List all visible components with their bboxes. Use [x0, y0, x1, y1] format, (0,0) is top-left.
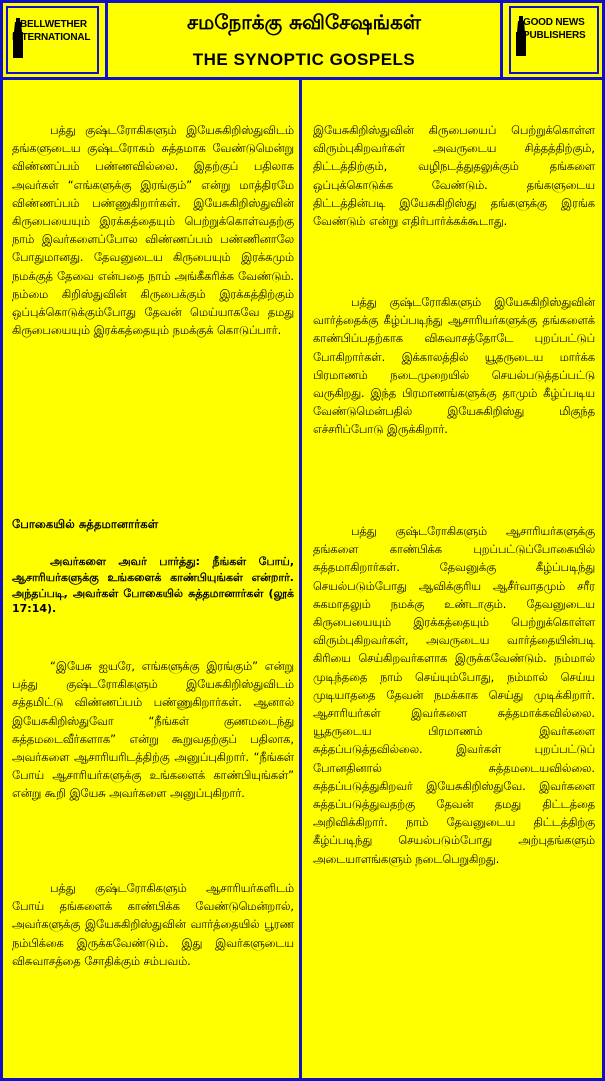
- right-logo-line1: GOOD NEWS: [523, 17, 585, 28]
- paragraph: பத்து குஷ்டரோகிகளும் ஆசாரியர்களுக்கு தங்களை காண்பிக்க புறப்பட்டுப்போகையில் சுத்தமாகிறார்கள். தேவனுக்கு கீழ்ப்படிந்து செயல்படும்போது ஆவிக்குரிய ஆசீர்வாதமும் சரீர சுகமாதலும் நமக்கு உண்டாகும். தேவனுடைய கிருபையையும் இரக்கத்தையும் பெற்றுக்கொள்ள விரும்புகிறவர்கள், அவருடைய வார்த்தையின்படி கிரியை செய்கிறவர்களாக இருக்கவேண்டும். நம்மால் முடிந்ததை நாம் செய்யும்போது, நம்மால் செய்ய முடியாததை தேவன் நமக்காக செய்து முடிக்கிறார். ஆசாரியர்கள் இவர்களை சுத்தமாக்கவில்லை. யூதருடைய பிரமாணம் இவர்களை சுத்தப்படுத்தவில்லை. இவர்கள் புறப்பட்டுப் போனதினால் சுத்தமடையவில்லை. சுத்தப்படுத்துகிறவர் இயேசுகிறிஸ்துவே. இவர்களை சுத்தப்படுத்துவதற்கு தேவன் தமது திட்டத்தை அறிவிக்கிறார். நாம் தேவனுடைய திட்டத்திற்கு கீழ்ப்படிந்து செயல்படும்போது அற்புதங்களும் அடையாளங்களும் நடைபெறுகிறது.: [313, 525, 595, 866]
- good-news-logo: [500, 0, 605, 80]
- bellwether-logo: [0, 0, 108, 80]
- section-heading: போகையில் சுத்தமானார்கள்: [12, 517, 159, 531]
- page-title-english: THE SYNOPTIC GOSPELS: [192, 50, 416, 69]
- left-logo-text: [12, 18, 91, 44]
- paragraph: “இயேசு ஐயரே, எங்களுக்கு இரங்கும்” என்று பத்து குஷ்டரோகிகளும் இயேசுகிறிஸ்துவிடம் சத்தமிட்டு விண்ணப்பம் பண்ணுகிறார்கள். ஆனால் இயேசுகிறிஸ்துவோ “நீங்கள் குணமடைந்து சுத்தமடைவீர்களாக” என்று கூறுவதற்குப் பதிலாக, அவர்களை ஆசாரியரிடத்திற்கு அனுப்புகிறார். “நீங்கள் போய் ஆசாரியர்களுக்கு உங்களைக் காண்பியுங்கள்” என்று கூறி இயேசு அவர்களை அனுப்புகிறார்.: [12, 660, 294, 801]
- paragraph: பத்து குஷ்டரோகிகளும் ஆசாரியர்களிடம் போய் தங்களைக் காண்பிக்க வேண்டுமென்றால், அவர்களுக்கு இயேசுகிறிஸ்துவின் வார்த்தையில் பூரண நம்பிக்கை இருக்கவேண்டும். இது இவர்களுடைய விசுவாசத்தை சோதிக்கும் சம்பவம்.: [12, 882, 294, 968]
- page-title-tamil: சமநோக்கு சுவிசேஷங்கள்: [187, 10, 421, 34]
- column-divider: [299, 80, 302, 1081]
- paragraph: பத்து குஷ்டரோகிகளும் இயேசுகிறிஸ்துவிடம் தங்களுடைய குஷ்டரோகம் சுத்தமாக வேண்டுமென்று விண்ணப்பம் பண்ணவில்லை. இதற்குப் பதிலாக அவர்கள் “எங்களுக்கு இரங்கும்” என்று மாத்திரமே விண்ணப்பம் பண்ணுகிறார்கள். இயேசுகிறிஸ்துவின் கிருபையையும் இரக்கத்தையும் பெற்றுக்கொள்வதற்கு நாம் இவர்களைப்போல விண்ணப்பம் பண்ணினாலே போதுமானது. தேவனுடைய கிருபையும் இரக்கமும் நமக்குத் தேவை என்பதை நாம் அங்கீகரிக்க வேண்டும். நம்மை கிறிஸ்துவின் கிருபைக்கும் இரக்கத்திற்கும் ஒப்புக்கொடுக்கும்போது தேவன் மெய்யாகவே தமது கிருபையையும் இரக்கத்தையும் நமக்குக் கொடுப்பார்.: [12, 124, 294, 338]
- header: [0, 0, 605, 80]
- title-block: [108, 0, 500, 80]
- right-logo-line2: PUBLISHERS: [523, 30, 586, 41]
- paragraph: பத்து குஷ்டரோகிகளும் இயேசுகிறிஸ்துவின் வார்த்தைக்கு கீழ்ப்படிந்து ஆசாரியர்களுக்கு தங்களைக் காண்பிப்பதற்காக விசுவாசத்தோடே புறப்பட்டுப் போகிறார்கள். இக்காலத்தில் யூதருடைய மார்க்க பிரமாணம் நடைமுறையில் செயல்படுத்தப்பட்டு வருகிறது. இந்த பிரமாணங்களுக்கு தாமும் கீழ்ப்படிய வேண்டுமென்பதில் இயேசுகிறிஸ்து மிகுந்த எச்சரிப்போடு இருக்கிறார்.: [313, 296, 595, 437]
- left-logo-line2: INTERNATIONAL: [12, 32, 91, 43]
- paragraph: இயேசுகிறிஸ்துவின் கிருபையைப் பெற்றுக்கொள்ள விரும்புகிறவர்கள் அவருடைய சித்தத்திற்கும், திட்டத்திற்கும், வழிநடத்துதலுக்கும் தங்களை ஒப்புக்கொடுக்க வேண்டும். தங்களுடைய திட்டத்தின்படி இயேசுகிறிஸ்து தங்களுக்கு இரங்க வேண்டும் என்று எதிர்பார்க்கக்கூடாது.: [313, 124, 595, 229]
- right-logo-text: [523, 16, 585, 42]
- left-logo-line1: BELLWETHER: [20, 19, 87, 30]
- scripture-quote: அவர்களை அவர் பார்த்து: நீங்கள் போய், ஆசாரியர்களுக்கு உங்களைக் காண்பியுங்கள் என்றார். அந்தப்படி, அவர்கள் போகையில் சுத்தமானார்கள் (லூக் 17:14).: [12, 555, 294, 616]
